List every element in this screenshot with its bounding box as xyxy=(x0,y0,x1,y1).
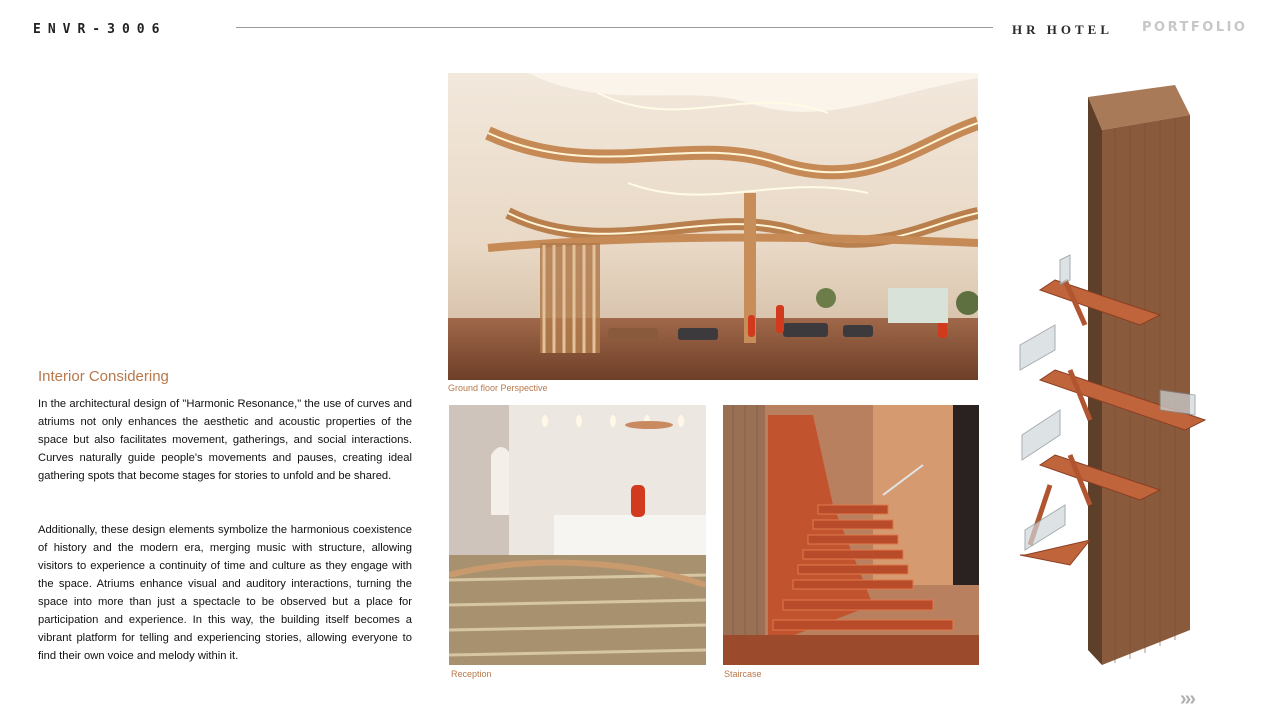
ground-floor-image xyxy=(448,73,978,380)
reception-image xyxy=(449,405,706,665)
header-divider xyxy=(236,27,993,28)
ground-floor-caption: Ground floor Perspective xyxy=(448,383,548,393)
stair-tower-diagram xyxy=(1010,85,1215,665)
paragraph-1: In the architectural design of "Harmonic Resonance," the use of curves and atriums not only enhances the aesthetic and acoustic properties of the space but also facilitates movement, gatherings, and social interactions. Curves naturally guide people's movements and pauses, creating ideal gathering spots that become stages for stories to unfold and be shared. xyxy=(38,398,412,482)
section-heading: Interior Considering xyxy=(38,368,169,385)
staircase-caption: Staircase xyxy=(724,669,762,679)
project-code: ENVR-3006 xyxy=(33,22,167,37)
brand-title: HR HOTEL xyxy=(1012,22,1113,37)
section-label: PORTFOLIO xyxy=(1142,20,1248,35)
paragraph-2: Additionally, these design elements symbolize the harmonious coexistence of history and the modern era, merging music with structure, allowing visitors to experience a continuity of time and culture as they engage with the space. Atriums enhance visual and auditory interactions, turning the space into more than just a spectacle to be observed but a place for participation and experience. In this way, the building itself becomes a vibrant platform for telling and experiencing stories, allowing everyone to find their own voice and melody within it. xyxy=(38,524,412,662)
triple-chevron-right-icon[interactable]: ››› xyxy=(1180,688,1194,710)
staircase-image xyxy=(723,405,979,665)
reception-caption: Reception xyxy=(451,669,492,679)
